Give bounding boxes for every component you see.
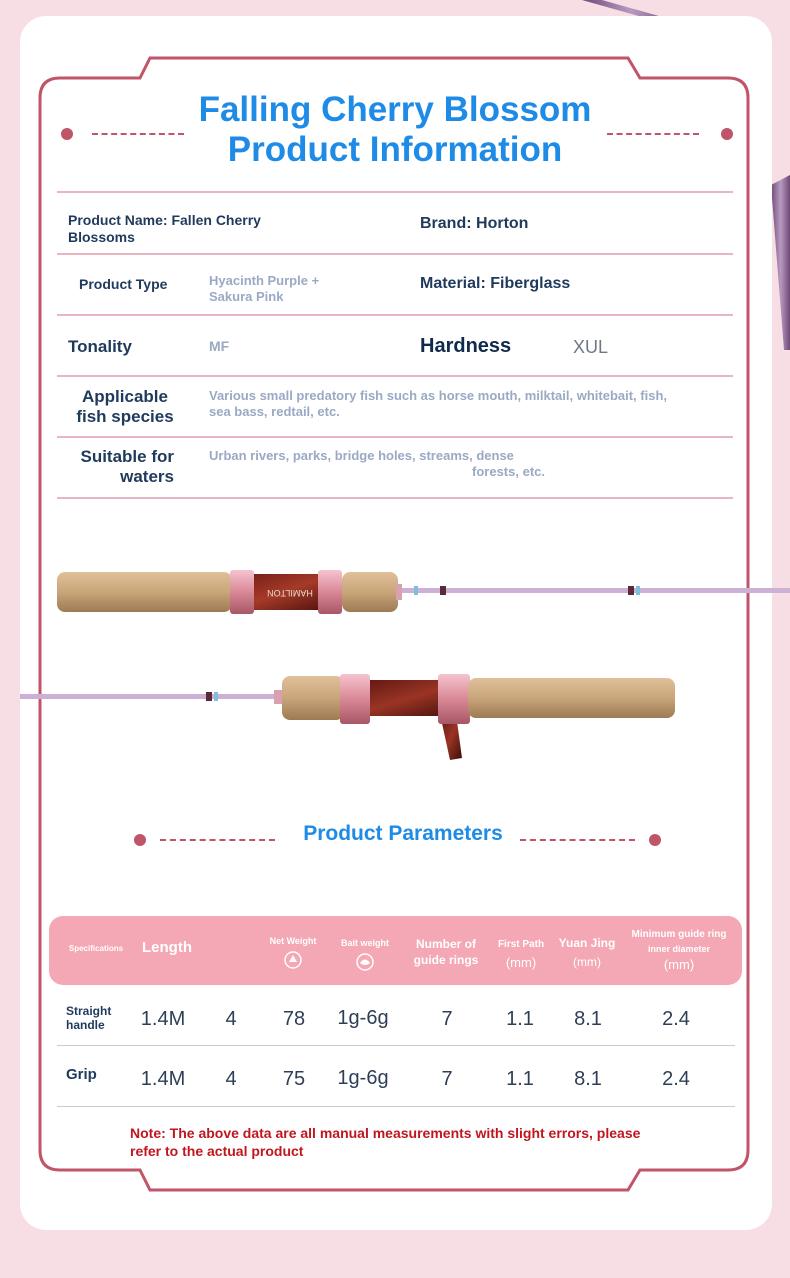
header-min-ring: [620, 925, 738, 974]
info-row-3: [57, 316, 733, 377]
header-min-ring-3: (mm): [663, 957, 695, 972]
header-yuan-jing-2: (mm): [573, 955, 601, 969]
row-2-rings: 7: [441, 1068, 453, 1090]
row-1-bait: 1g-6g: [337, 1007, 389, 1029]
species-label: [76, 387, 174, 427]
measurement-note: [130, 1124, 690, 1160]
row-2-bait: 1g-6g: [337, 1067, 389, 1089]
waters-value-1: Urban rivers, parks, bridge holes, streams, dense: [209, 448, 514, 463]
row-1-rings: 7: [441, 1008, 453, 1030]
header-guide-rings-1: Number of: [416, 937, 476, 951]
weight-icon: [282, 949, 304, 971]
row-grip-label: [66, 1068, 97, 1082]
waters-label: [66, 447, 174, 487]
header-net-weight: [262, 936, 324, 973]
brand-value: Horton: [476, 215, 529, 232]
bait-icon: [354, 951, 376, 973]
row-2-first-path: 1.1: [506, 1068, 534, 1090]
row-1-label-1: Straight: [66, 1004, 112, 1018]
header-first-path-1: First Path: [497, 939, 545, 950]
row-2-min-ring: 2.4: [662, 1068, 690, 1090]
species-value-2: sea bass, redtail, etc.: [209, 404, 340, 419]
product-type-value-2: Sakura Pink: [209, 289, 284, 304]
waters-value: [209, 448, 545, 480]
title-right-dash: [607, 133, 699, 135]
title-left-dash: [92, 133, 184, 135]
product-type-value-1: Hyacinth Purple +: [209, 273, 320, 288]
brand-label: Brand:: [420, 215, 472, 232]
product-type-value: [209, 273, 319, 305]
hardness-value: XUL: [573, 337, 609, 357]
params-right-dot: [649, 834, 661, 846]
baitcasting-rod-image: [0, 668, 790, 778]
note-line-2: refer to the actual product: [130, 1143, 304, 1159]
header-min-ring-1: Minimum guide ring: [631, 929, 727, 940]
waters-value-2: forests, etc.: [472, 464, 545, 479]
title-line-1: Falling Cherry Blossom: [198, 90, 592, 129]
waters-label-1: Suitable for: [80, 447, 174, 466]
title-right-dot: [721, 128, 733, 140]
product-name-label: Product Name:: [68, 212, 168, 228]
tonality-value: MF: [209, 338, 230, 354]
material: [420, 275, 570, 293]
header-first-path-2: (mm): [505, 955, 537, 970]
title-line-2: Product Information: [227, 130, 563, 169]
params-left-dot: [134, 834, 146, 846]
params-right-dash: [520, 839, 635, 841]
row-2-label-1: Grip: [66, 1066, 97, 1083]
row-1-sections: 4: [225, 1008, 237, 1030]
header-guide-rings-2: guide rings: [413, 953, 479, 967]
header-yuan-jing-1: Yuan Jing: [558, 936, 616, 950]
header-specifications: Specifications: [68, 944, 124, 953]
product-name: [68, 212, 261, 246]
material-label: Material:: [420, 275, 486, 292]
row-2-sections: 4: [225, 1068, 237, 1090]
params-left-dash: [160, 839, 275, 841]
header-min-ring-2: inner diameter: [647, 944, 711, 954]
row-1-weight: 78: [282, 1008, 306, 1030]
header-first-path: [490, 936, 552, 972]
product-name-value-1: Fallen Cherry: [171, 212, 261, 228]
row-divider-1: [57, 1045, 735, 1046]
note-line-1: Note: The above data are all manual measurements with slight errors, please: [130, 1125, 641, 1141]
product-name-value-2: Blossoms: [68, 229, 135, 245]
hardness-label: Hardness: [420, 335, 512, 357]
row-straight-handle-label: [66, 1004, 111, 1032]
row-divider-2: [57, 1106, 735, 1107]
row-2-weight: 75: [282, 1068, 306, 1090]
header-length: Length: [142, 939, 192, 956]
species-label-1: Applicable: [82, 387, 168, 406]
row-2-yuan-jing: 8.1: [574, 1068, 602, 1090]
row-2-length: 1.4M: [140, 1068, 186, 1090]
product-type-label: Product Type: [79, 276, 168, 292]
params-title: Product Parameters: [303, 822, 503, 845]
waters-label-2: waters: [120, 467, 174, 486]
header-yuan-jing: [554, 934, 620, 972]
rod-brand-mark: HAMILTON: [267, 588, 313, 598]
species-label-2: fish species: [76, 407, 174, 426]
row-1-label-2: handle: [66, 1018, 105, 1032]
brand: [420, 215, 528, 233]
species-value-1: Various small predatory fish such as horse mouth, milktail, whitebait, fish,: [209, 388, 668, 403]
title-left-dot: [61, 128, 73, 140]
header-bait-weight: [334, 938, 396, 975]
tonality-label: Tonality: [68, 337, 132, 356]
page-title: [140, 90, 650, 170]
header-net-weight-label: Net Weight: [269, 936, 317, 946]
header-bait-weight-label: Bait weight: [340, 938, 389, 948]
material-value: Fiberglass: [490, 275, 571, 292]
row-1-length: 1.4M: [140, 1008, 186, 1030]
row-1-min-ring: 2.4: [662, 1008, 690, 1030]
row-1-yuan-jing: 8.1: [574, 1008, 602, 1030]
header-guide-rings: [405, 936, 487, 968]
species-value: [209, 388, 729, 420]
row-1-first-path: 1.1: [506, 1008, 534, 1030]
